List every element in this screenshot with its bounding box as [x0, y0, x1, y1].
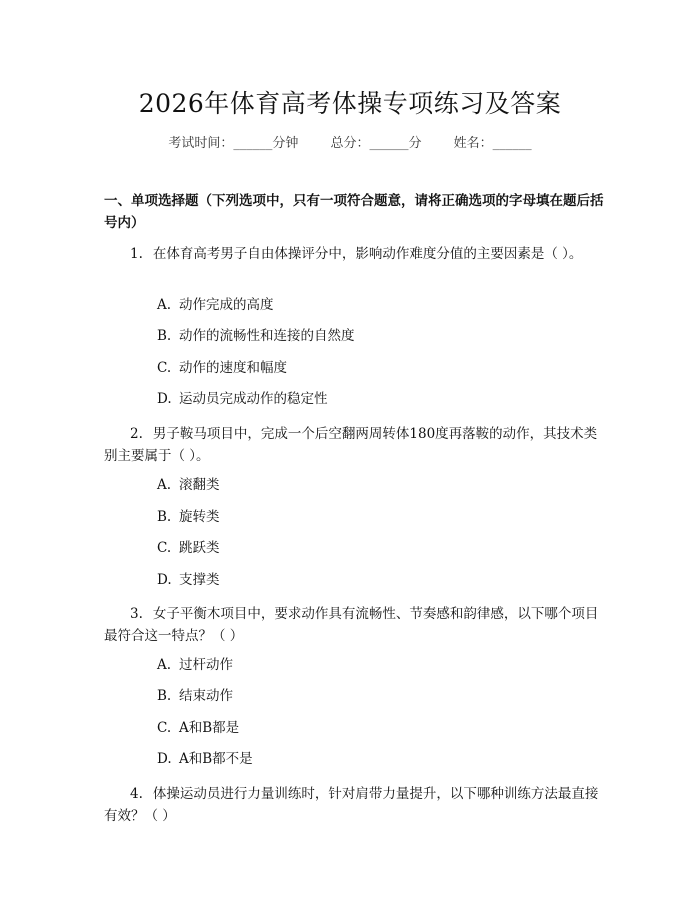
- question-3-option-d: [157, 749, 253, 769]
- exam-time-blank: ______: [233, 136, 273, 151]
- exam-time: [168, 136, 298, 151]
- question-3-option-b: [157, 686, 233, 706]
- option-letter: D.: [157, 391, 172, 407]
- question-number: 1.: [130, 246, 143, 262]
- question-1-option-a: [157, 295, 274, 315]
- option-text: 跳跃类: [179, 540, 220, 556]
- option-letter: C.: [157, 540, 172, 556]
- question-3: [104, 603, 604, 647]
- question-number: 3.: [130, 606, 143, 622]
- question-text: 男子鞍马项目中，完成一个后空翻两周转体180度再落鞍的动作，其技术类别主要属于（ ）。: [104, 426, 598, 464]
- option-letter: A.: [157, 297, 172, 313]
- question-2-option-b: [157, 507, 220, 527]
- question-text: 在体育高考男子自由体操评分中，影响动作难度分值的主要因素是（ ）。: [152, 246, 583, 262]
- option-letter: A.: [157, 477, 172, 493]
- option-text: 滚翻类: [179, 477, 220, 493]
- question-text: 女子平衡木项目中，要求动作具有流畅性、节奏感和韵律感，以下哪个项目最符合这一特点？（ ）: [104, 606, 599, 644]
- question-3-option-a: [157, 655, 233, 675]
- option-text: 支撑类: [179, 572, 220, 588]
- section-title: 一、单项选择题（下列选项中，只有一项符合题意，请将正确选项的字母填在题后括号内）: [104, 193, 604, 231]
- exam-name-label: 姓名：: [453, 136, 493, 151]
- exam-info: [0, 132, 700, 151]
- question-number: 2.: [130, 426, 143, 442]
- page-title: 2026年体育高考体操专项练习及答案: [138, 89, 562, 118]
- exam-score-unit: 分: [408, 136, 422, 151]
- option-text: 旋转类: [179, 509, 220, 525]
- option-letter: C.: [157, 360, 172, 376]
- question-1-option-c: [157, 358, 287, 378]
- option-text: A和B都是: [179, 720, 240, 736]
- question-text: 体操运动员进行力量训练时，针对肩带力量提升，以下哪种训练方法最直接有效？（ ）: [104, 786, 599, 824]
- question-1-option-d: [157, 389, 328, 409]
- question-2-option-c: [157, 538, 220, 558]
- option-letter: D.: [157, 572, 172, 588]
- exam-score-blank: ______: [369, 136, 409, 151]
- question-1-option-b: [157, 326, 355, 346]
- question-2-option-d: [157, 570, 220, 590]
- question-1: [104, 243, 604, 265]
- option-text: 结束动作: [179, 688, 233, 704]
- question-3-option-c: [157, 718, 239, 738]
- option-letter: D.: [157, 751, 172, 767]
- option-text: 动作完成的高度: [179, 297, 274, 313]
- exam-time-unit: 分钟: [272, 136, 299, 151]
- option-text: 动作的速度和幅度: [179, 360, 287, 376]
- option-letter: B.: [157, 328, 172, 344]
- exam-name: [454, 136, 532, 151]
- option-text: 过杆动作: [179, 657, 233, 673]
- exam-score-label: 总分：: [330, 136, 370, 151]
- option-text: 运动员完成动作的稳定性: [179, 391, 328, 407]
- option-letter: A.: [157, 657, 172, 673]
- option-letter: B.: [157, 509, 172, 525]
- option-text: 动作的流畅性和连接的自然度: [179, 328, 355, 344]
- question-number: 4.: [130, 786, 143, 802]
- option-text: A和B都不是: [179, 751, 253, 767]
- option-letter: C.: [157, 720, 172, 736]
- question-2-option-a: [157, 475, 220, 495]
- exam-time-label: 考试时间：: [168, 136, 234, 151]
- question-2: [104, 423, 604, 467]
- question-4: [104, 783, 604, 827]
- option-letter: B.: [157, 688, 172, 704]
- exam-score: [330, 136, 421, 151]
- exam-name-blank: ______: [492, 136, 532, 151]
